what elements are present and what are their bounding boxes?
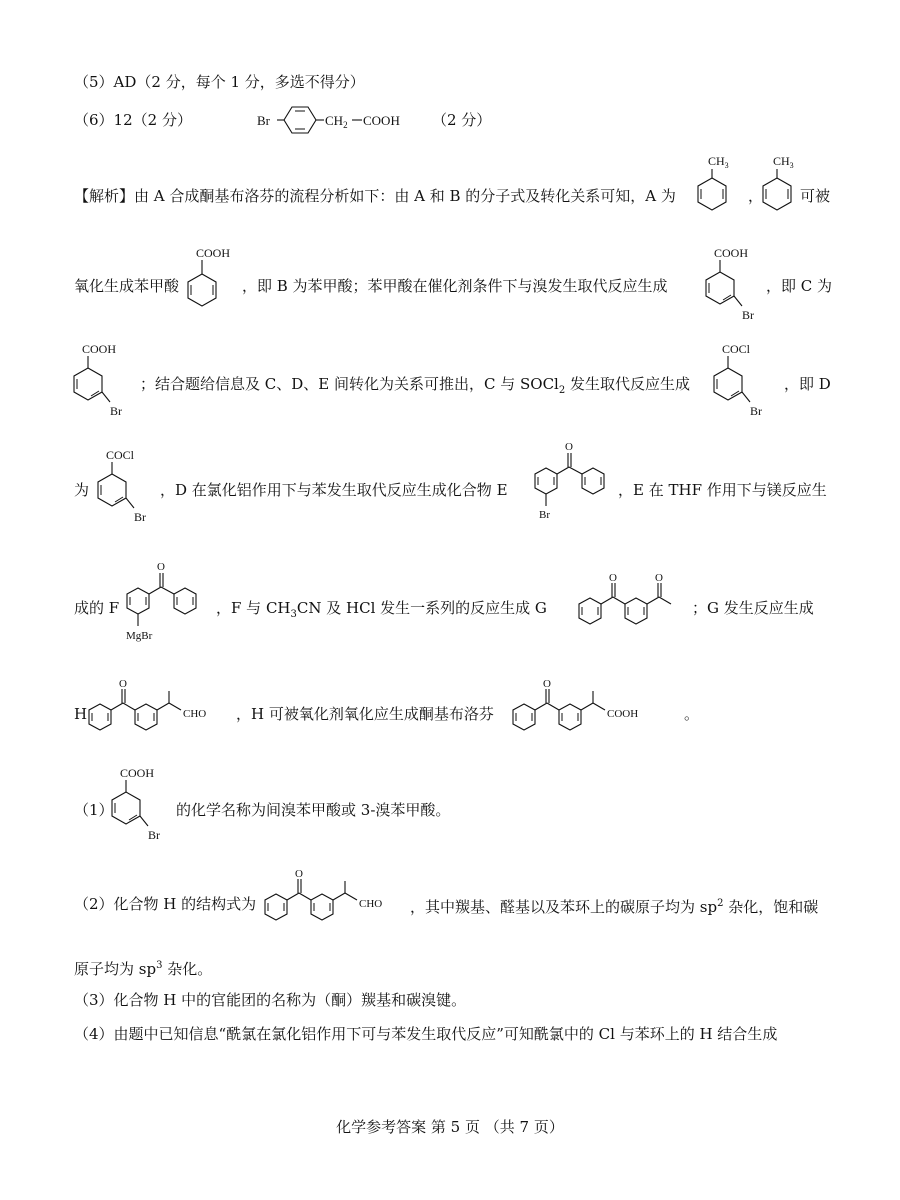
svg-text:CH3: [708, 154, 729, 170]
analysis-oxidation: ，H 可被氧化剂氧化应生成酮基布洛芬: [236, 705, 494, 723]
oxygen-label: O: [295, 868, 303, 880]
analysis-grignard: ，E 在 THF 作用下与镁反应生: [618, 481, 827, 499]
ch2-label: CH: [325, 113, 344, 128]
bromobenzoic-acid-structure-3: [100, 764, 180, 852]
compound-h-structure-2: [256, 864, 412, 936]
cooh-label: COOH: [120, 766, 155, 780]
item-4: （4）由题中已知信息“酰氯在氯化铝作用下可与苯发生取代反应”可知酰氯中的 Cl 与苯环上的 H 结合生成: [74, 1025, 778, 1043]
p5-text-2: CN 及 HCl 发生一系列的反应生成 G: [296, 599, 547, 617]
item-2-hybridization: [410, 894, 818, 917]
analysis-acyl-chloride: [140, 374, 690, 401]
bromobenzoic-acid-structure-1: [698, 244, 768, 326]
ketoprofen-structure: [504, 674, 684, 746]
p5-subscript: 3: [290, 609, 297, 620]
br-label: Br: [148, 828, 160, 842]
item-2-label: （2）化合物 H 的结构式为: [74, 895, 257, 913]
p5-text: ，F 与 CH: [216, 599, 291, 617]
cocl-label: COCl: [722, 342, 751, 356]
toluene-structure-2: [755, 150, 811, 218]
analysis-benzoic-acid: 氧化生成苯甲酸: [74, 277, 180, 295]
analysis-bromination: ，即 B 为苯甲酸；苯甲酸在催化剂条件下与溴发生取代反应生成: [242, 277, 668, 295]
bromophenylacetic-acid-structure: [255, 104, 425, 136]
compound-h-structure-1: [80, 674, 236, 746]
acetylbenzophenone-structure: [570, 568, 692, 640]
br-label: Br: [134, 510, 146, 524]
item-1-label: （1）: [74, 801, 114, 819]
sp3-superscript: 3: [156, 960, 163, 971]
item-3: （3）化合物 H 中的官能团的名称为（酮）羰基和碳溴键。: [74, 991, 467, 1009]
ch3-label: CH: [708, 154, 725, 168]
cooh-label: COOH: [714, 246, 749, 260]
grignard-benzophenone-structure: [118, 556, 218, 652]
oxygen-label: O: [543, 678, 551, 690]
i2-text-4: 杂化。: [162, 960, 213, 978]
cooh-label: COOH: [363, 113, 400, 128]
i2-text: ，其中羰基、醛基以及苯环上的碳原子均为 sp: [410, 898, 718, 916]
bromobenzoic-acid-structure-2: [66, 340, 136, 422]
item-1-text: 的化学名称为间溴苯甲酸或 3-溴苯甲酸。: [176, 801, 451, 819]
analysis-g-formation: [216, 598, 547, 625]
page-footer: 化学参考答案 第 5 页 （共 7 页）: [336, 1118, 564, 1136]
answer-q6-score: （2 分）: [432, 111, 492, 129]
svg-text:CH2: [325, 113, 348, 130]
comma-1: ，: [748, 187, 764, 205]
oxygen-label: O: [119, 678, 127, 690]
ch2-subscript: 2: [343, 120, 348, 130]
bromobenzophenone-structure: [526, 436, 622, 536]
br-label: Br: [539, 509, 550, 521]
bromobenzoyl-chloride-structure-2: [90, 446, 160, 528]
cooh-label: COOH: [607, 708, 639, 720]
ch3-subscript: 3: [724, 161, 729, 170]
answer-q6: （6）12（2 分）: [74, 111, 192, 129]
analysis-g-reaction: ；G 发生反应生成: [692, 599, 814, 617]
cooh-label: COOH: [196, 246, 231, 260]
br-label: Br: [742, 308, 754, 322]
cho-label: CHO: [183, 708, 207, 720]
p3-text: ；结合题给信息及 C、D、E 间转化为关系可推出，C 与 SOCl: [140, 375, 559, 393]
benzoic-acid-structure: [180, 244, 242, 320]
bromobenzoyl-chloride-structure-1: [706, 340, 776, 422]
p3-text-2: 发生取代反应生成: [565, 375, 691, 393]
p3-subscript: 2: [558, 385, 566, 396]
cho-label: CHO: [359, 898, 383, 910]
br-label: Br: [110, 404, 122, 418]
d-identity: ，即 D: [784, 375, 831, 393]
oxygen-label: O: [565, 441, 573, 453]
cocl-label: COCl: [106, 448, 135, 462]
analysis-intro: 【解析】由 A 合成酮基布洛芬的流程分析如下：由 A 和 B 的分子式及转化关系可知，A 为: [74, 187, 676, 205]
oxygen-label: O: [609, 572, 617, 584]
cooh-label: COOH: [82, 342, 117, 356]
d-prefix: 为: [74, 481, 90, 499]
item-2-continued: [74, 956, 212, 979]
f-prefix: 成的 F: [74, 599, 120, 617]
intro-end: 可被: [800, 187, 831, 205]
p6-period: 。: [684, 705, 700, 723]
i2-text-2: 杂化，饱和碳: [723, 898, 819, 916]
svg-text:CH3: [773, 154, 794, 170]
c-identity: ，即 C 为: [766, 277, 833, 295]
mgbr-label: MgBr: [126, 630, 153, 642]
analysis-friedel-crafts: ，D 在氯化铝作用下与苯发生取代反应生成化合物 E: [160, 481, 508, 499]
ch3-label: CH: [773, 154, 790, 168]
ch3-subscript: 3: [789, 161, 794, 170]
br-label: Br: [257, 113, 270, 128]
oxygen-label: O: [157, 561, 165, 573]
sp2-superscript: 2: [717, 898, 724, 909]
toluene-structure-1: [690, 150, 746, 218]
h-label: H: [74, 705, 88, 723]
br-label: Br: [750, 404, 762, 418]
answer-q5: （5）AD（2 分，每个 1 分，多选不得分）: [74, 73, 365, 91]
i2-text-3: 原子均为 sp: [74, 960, 157, 978]
oxygen-label: O: [655, 572, 663, 584]
